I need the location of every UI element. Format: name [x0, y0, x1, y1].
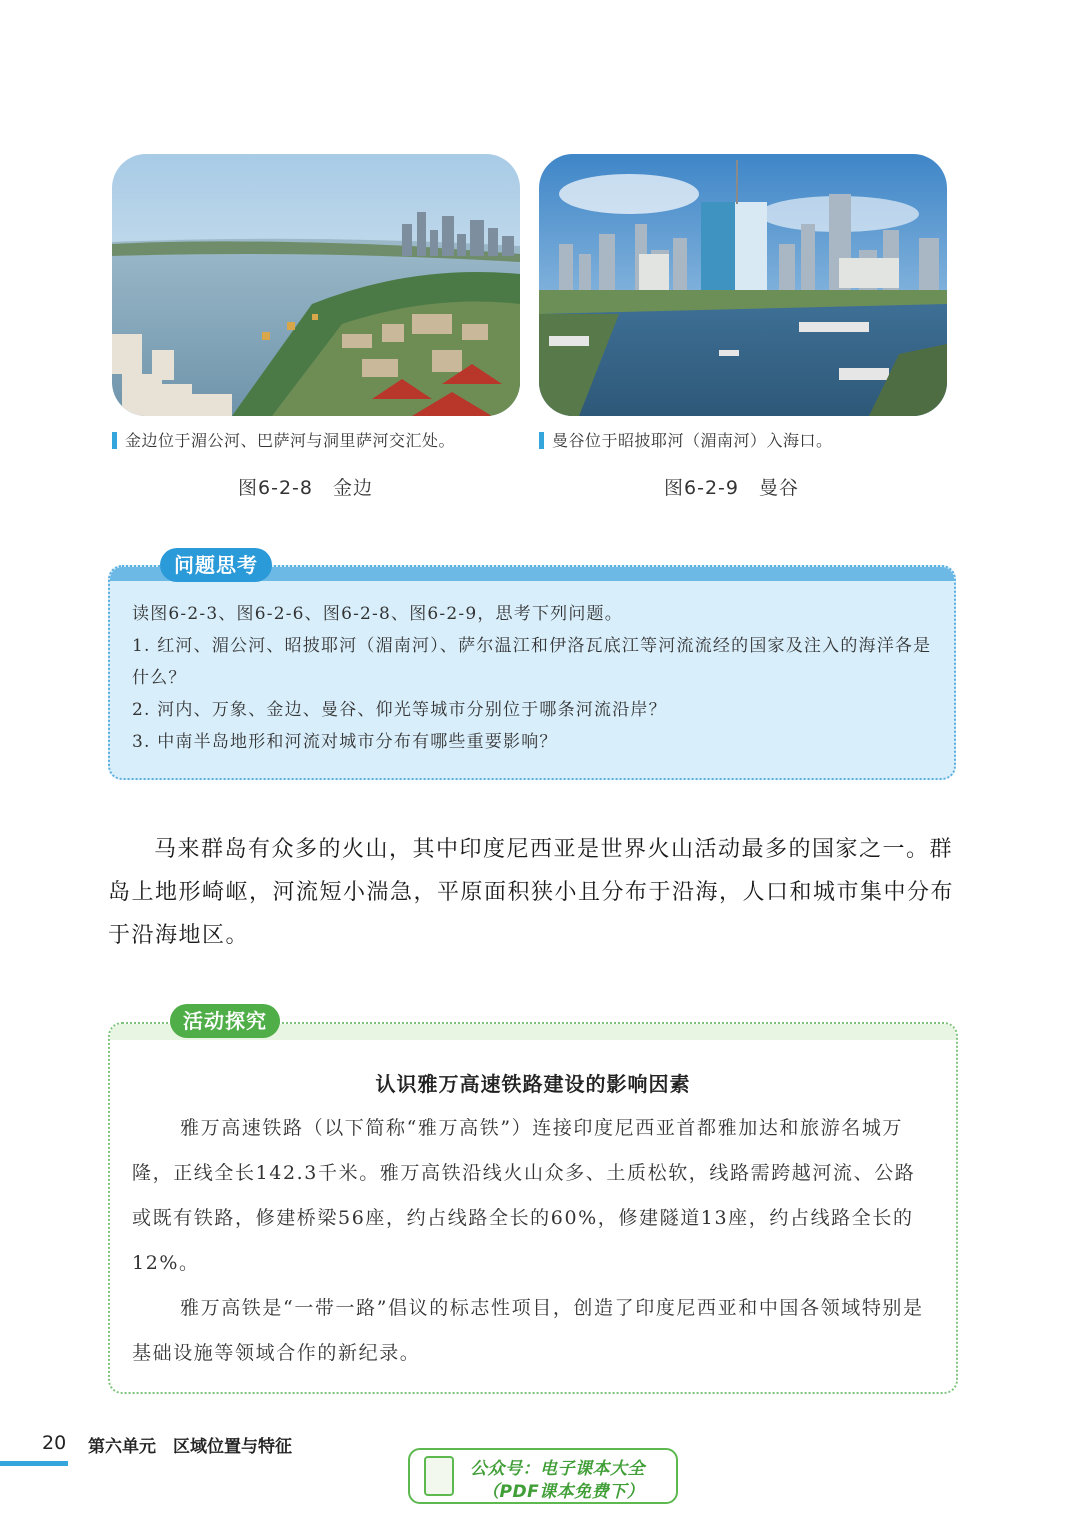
- caption-marker: [539, 432, 544, 449]
- activity-paragraph: 雅万高铁是“一带一路”倡议的标志性项目，创造了印度尼西亚和中国各领域特别是基础设施等领域合作的新纪录。: [132, 1297, 924, 1364]
- watermark-line1: 公众号：电子课本大全: [470, 1459, 645, 1479]
- watermark-line2: （PDF课本免费下）: [482, 1482, 645, 1502]
- figure-title: 图6-2-8 金边: [238, 477, 373, 499]
- figure-caption: [539, 428, 833, 451]
- activity-body: [132, 1106, 934, 1376]
- footer-unit-title: 第六单元 区域位置与特征: [88, 1437, 292, 1457]
- figure-caption: [112, 428, 455, 451]
- watermark-badge: [408, 1448, 678, 1504]
- question-item: 3. 中南半岛地形和河流对城市分布有哪些重要影响？: [132, 732, 558, 752]
- caption-text: 曼谷位于昭披耶河（湄南河）入海口。: [552, 431, 833, 450]
- book-icon: [424, 1456, 454, 1496]
- caption-marker: [112, 432, 117, 449]
- activity-title: 认识雅万高速铁路建设的影响因素: [375, 1072, 691, 1096]
- figure-title: 图6-2-9 曼谷: [664, 477, 799, 499]
- main-paragraph: 马来群岛有众多的火山，其中印度尼西亚是世界火山活动最多的国家之一。群岛上地形崎岖，河流短小湍急，平原面积狭小且分布于沿海，人口和城市集中分布于沿海地区。: [108, 837, 955, 948]
- question-intro: 读图6-2-3、图6-2-6、图6-2-8、图6-2-9，思考下列问题。: [132, 604, 623, 624]
- question-box-label: 问题思考: [160, 548, 272, 582]
- activity-paragraph: 雅万高速铁路（以下简称“雅万高铁”）连接印度尼西亚首都雅加达和旅游名城万隆，正线全长142.3千米。雅万高铁沿线火山众多、土质松软，线路需跨越河流、公路或既有铁路，修建桥梁56座，约占线路全长的60%，修建隧道13座，约占线路全长的12%。: [132, 1117, 916, 1274]
- footer-accent-bar: [0, 1461, 68, 1466]
- question-item: 2. 河内、万象、金边、曼谷、仰光等城市分别位于哪条河流沿岸？: [132, 700, 667, 720]
- question-box-content: [132, 598, 938, 758]
- question-item: 1. 红河、湄公河、昭披耶河（湄南河）、萨尔温江和伊洛瓦底江等河流流经的国家及注入的海洋各是什么？: [132, 636, 932, 688]
- activity-box-label: 活动探究: [170, 1004, 280, 1038]
- phnom-penh-photo: [112, 154, 520, 416]
- page-number: 20: [42, 1432, 67, 1454]
- bangkok-photo: [539, 154, 947, 416]
- caption-text: 金边位于湄公河、巴萨河与洞里萨河交汇处。: [125, 431, 456, 450]
